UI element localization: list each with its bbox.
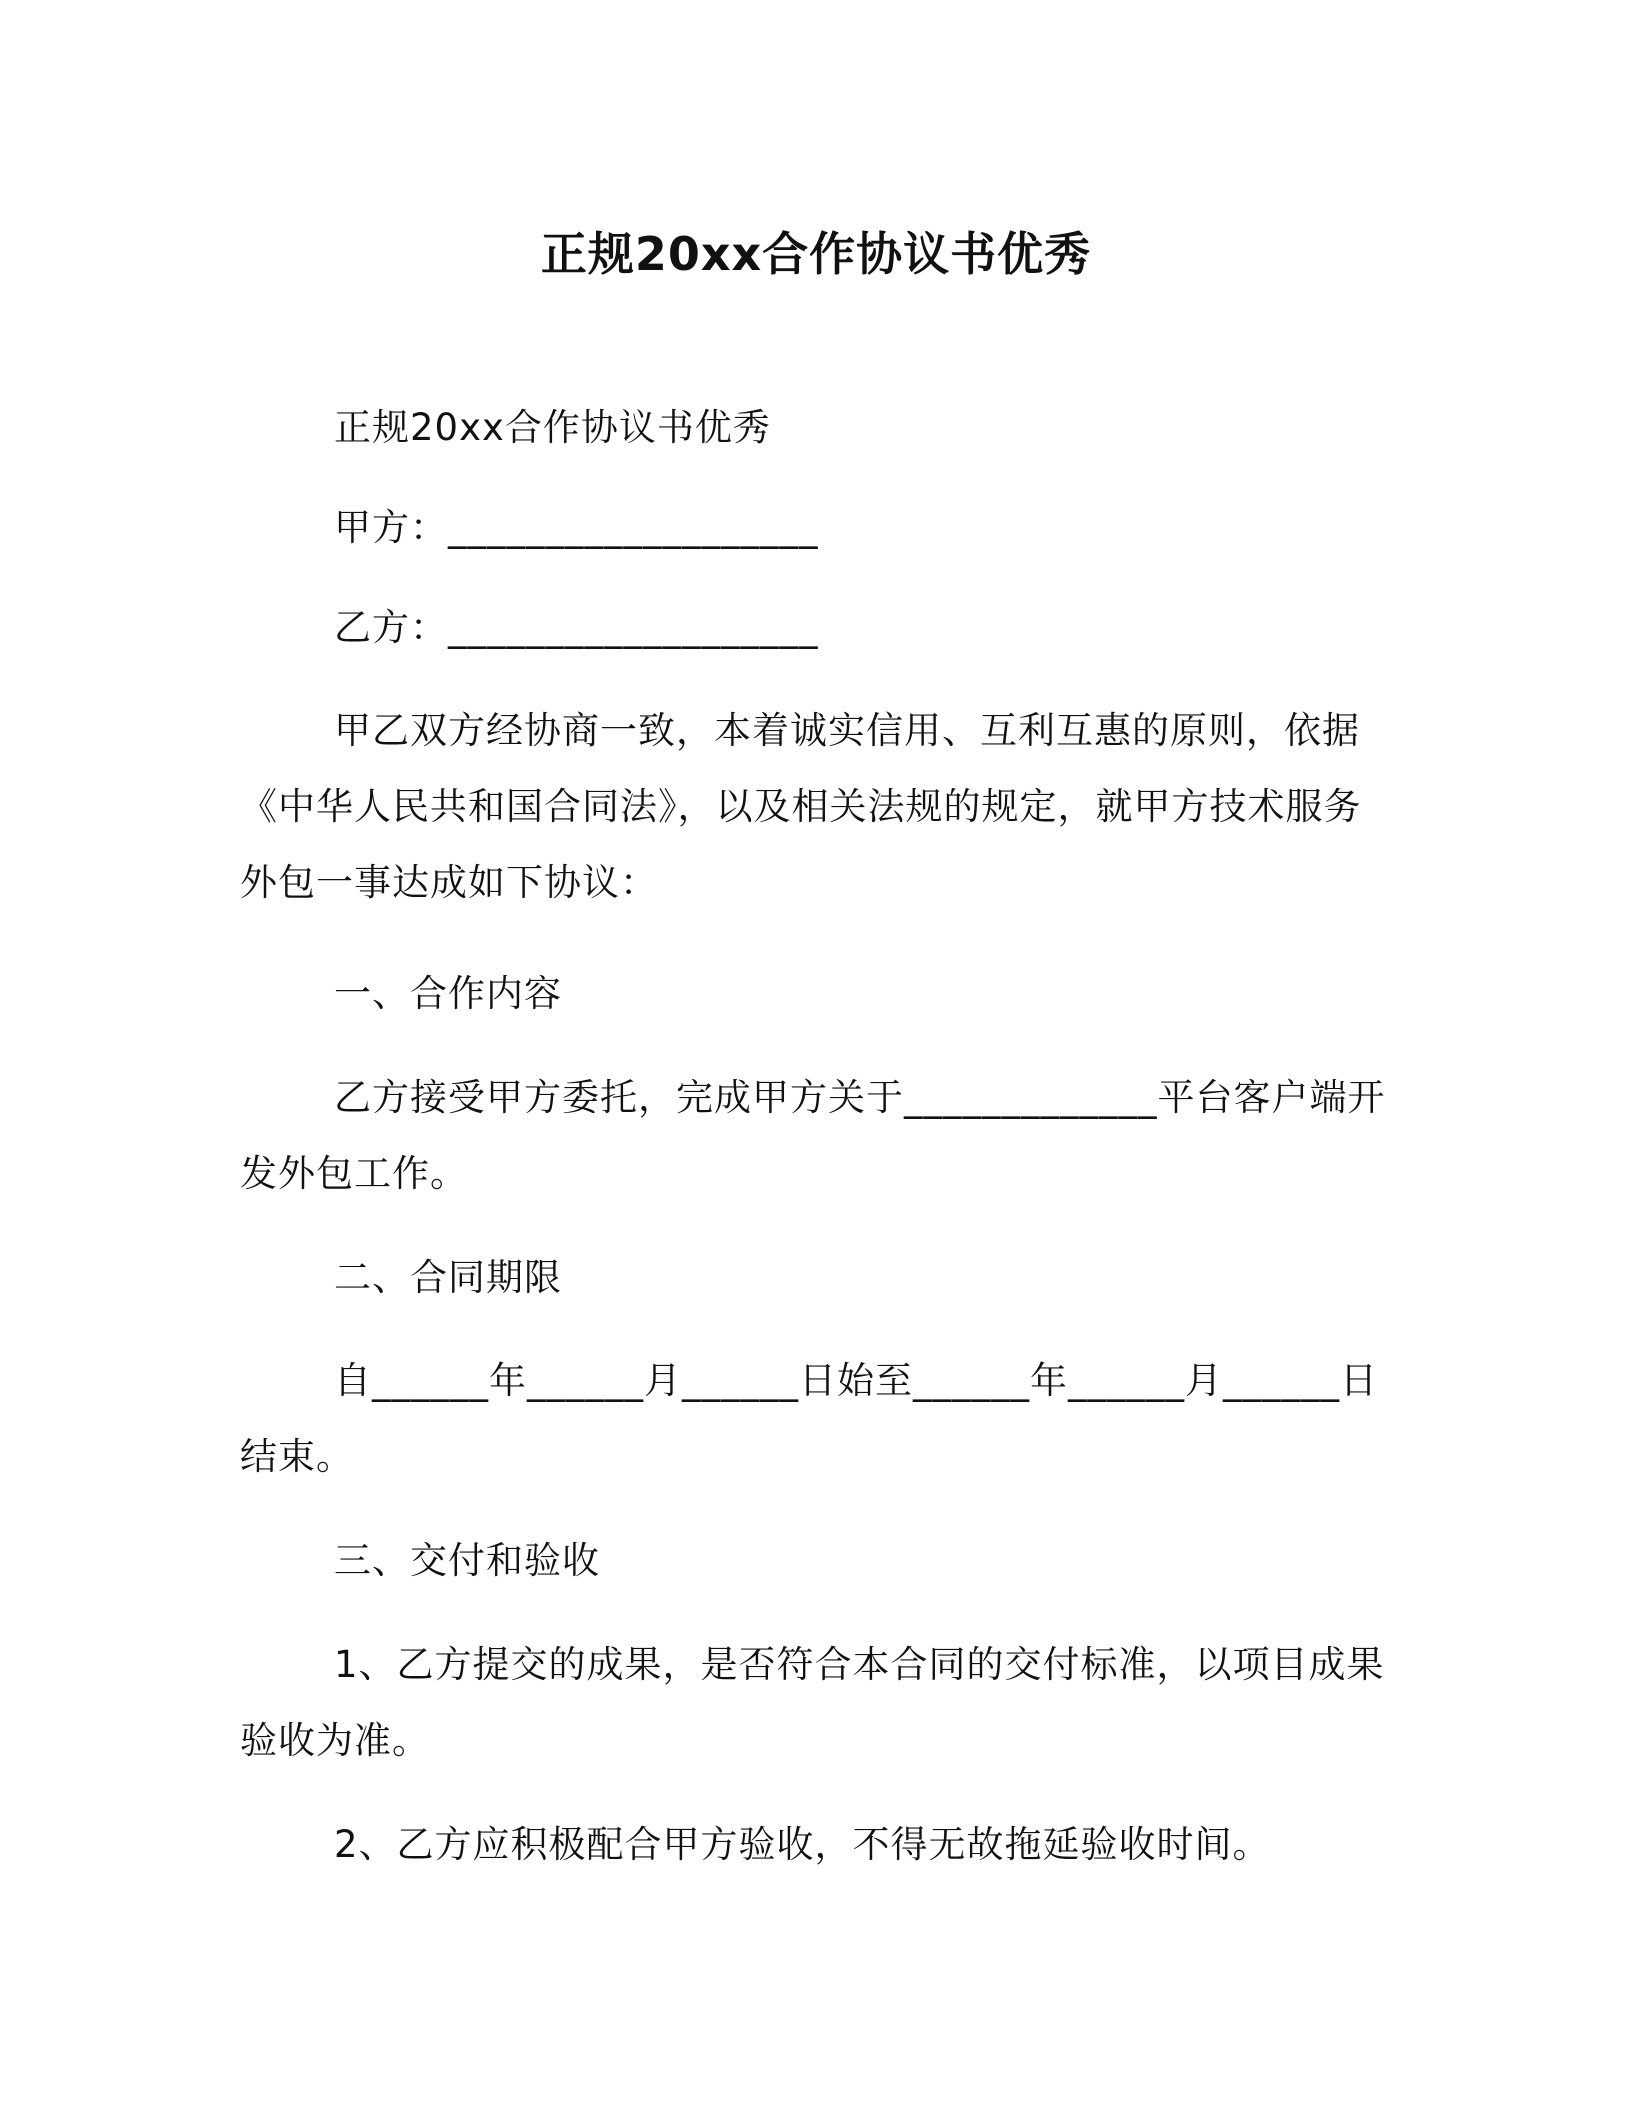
party-a-line: 甲方：___________________ <box>334 506 819 549</box>
section-body-cooperation: 乙方接受甲方委托，完成甲方关于_____________平台客户端开发外包工作。 <box>240 1076 1386 1195</box>
section-heading-term: 二、合同期限 <box>334 1256 562 1299</box>
section-body-term: 自______年______月______日始至______年______月______日结束。 <box>240 1359 1378 1478</box>
delivery-item-2: 2、乙方应积极配合甲方验收，不得无故拖延验收时间。 <box>334 1823 1271 1866</box>
document-subtitle: 正规20xx合作协议书优秀 <box>334 406 771 449</box>
section-heading-cooperation: 一、合作内容 <box>334 972 562 1015</box>
party-b-line: 乙方：___________________ <box>334 606 819 649</box>
section-heading-delivery: 三、交付和验收 <box>334 1539 600 1582</box>
delivery-item-1: 1、乙方提交的成果，是否符合本合同的交付标准，以项目成果验收为准。 <box>240 1643 1385 1762</box>
intro-paragraph: 甲乙双方经协商一致，本着诚实信用、互利互惠的原则，依据《中华人民共和国合同法》，以及相关法规的规定，就甲方技术服务外包一事达成如下协议： <box>240 709 1362 904</box>
document-title: 正规20xx合作协议书优秀 <box>540 227 1092 281</box>
